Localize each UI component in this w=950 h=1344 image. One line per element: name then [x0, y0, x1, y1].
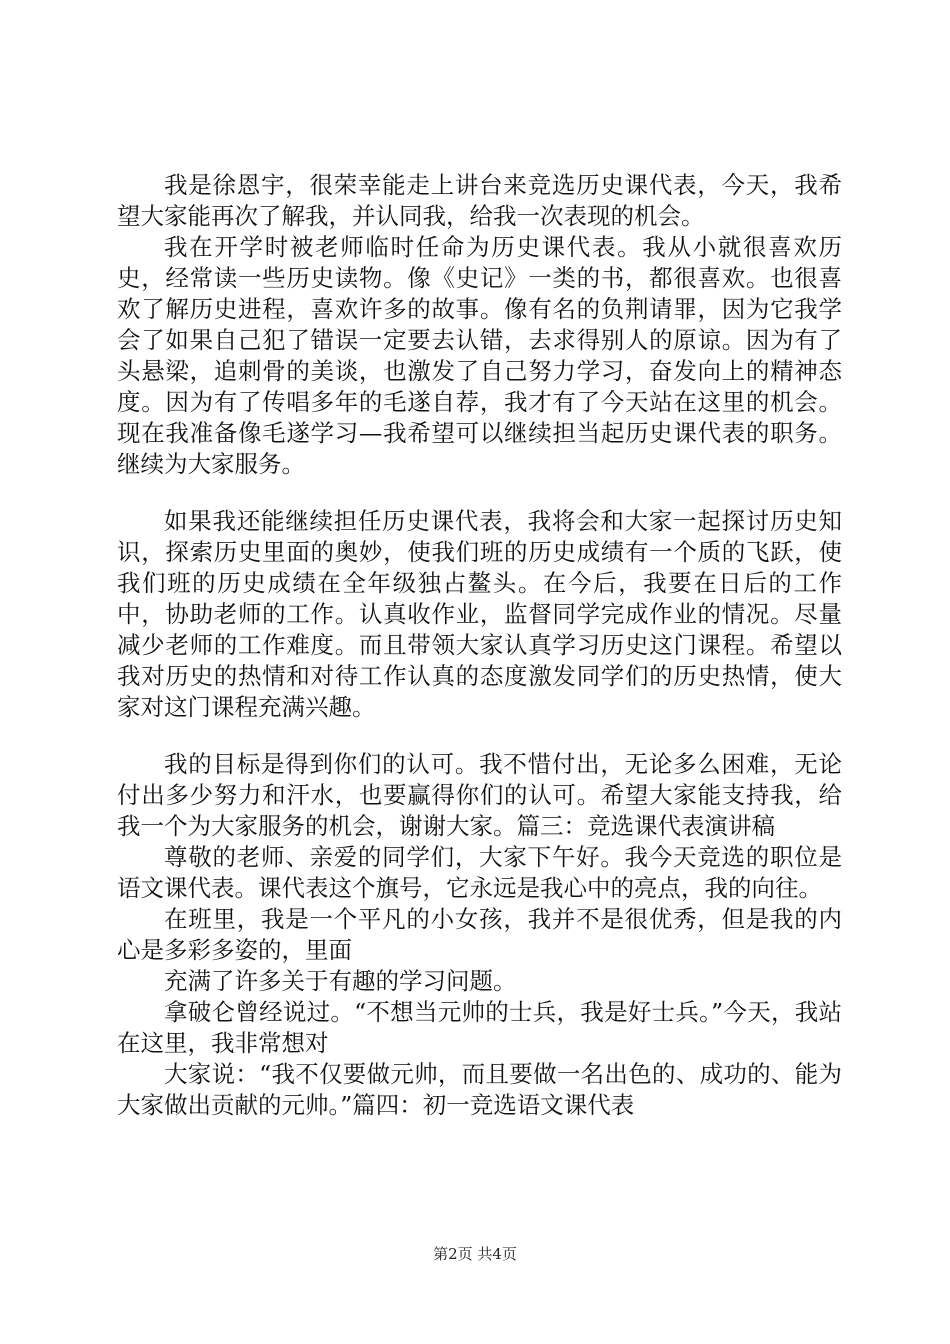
- paragraph-3: 如果我还能继续担任历史课代表，我将会和大家一起探讨历史知识，探索历史里面的奥妙，使我们班的历史成绩有一个质的飞跃，使我们班的历史成绩在全年级独占鳌头。在今后，我要在日后的工作中，协助老师的工作。认真收作业，监督同学完成作业的情况。尽量减少老师的工作难度。而且带领大家认真学习历史这门课程。希望以我对历史的热情和对待工作认真的态度激发同学们的历史热情，使大家对这门课程充满兴趣。: [117, 507, 842, 721]
- paragraph-7: 充满了许多关于有趣的学习问题。: [164, 967, 517, 995]
- paragraph-6: 在班里，我是一个平凡的小女孩，我并不是很优秀，但是我的内心是多彩多姿的，里面: [117, 905, 842, 964]
- paragraph-4: 我的目标是得到你们的认可。我不惜付出，无论多么困难，无论付出多少努力和汗水，也要赢得你们的认可。希望大家能支持我，给我一个为大家服务的机会，谢谢大家。篇三：竞选课代表演讲稿: [117, 750, 842, 840]
- document-body: [117, 170, 842, 1121]
- paragraph-1: 我是徐恩宇，很荣幸能走上讲台来竞选历史课代表，今天，我希望大家能再次了解我，并认同我，给我一次表现的机会。: [117, 171, 842, 230]
- paragraph-5: 尊敬的老师、亲爱的同学们，大家下午好。我今天竞选的职位是语文课代表。课代表这个旗号，它永远是我心中的亮点，我的向往。: [117, 843, 842, 902]
- paragraph-gap: [117, 480, 842, 506]
- paragraph-gap: [117, 723, 842, 749]
- paragraph-2: 我在开学时被老师临时任命为历史课代表。我从小就很喜欢历史，经常读一些历史读物。像《史记》一类的书，都很喜欢。也很喜欢了解历史进程，喜欢许多的故事。像有名的负荆请罪，因为它我学会了如果自己犯了错误一定要去认错，去求得别人的原谅。因为有了头悬梁，追刺骨的美谈，也激发了自己努力学习，奋发向上的精神态度。因为有了传唱多年的毛遂自荐，我才有了今天站在这里的机会。现在我准备像毛遂学习—我希望可以继续担当起历史课代表的职务。继续为大家服务。: [117, 233, 842, 478]
- paragraph-8: 拿破仑曾经说过。“不想当元帅的士兵，我是好士兵。”今天，我站在这里，我非常想对: [117, 998, 842, 1057]
- page-number-footer: 第2页 共4页: [433, 1245, 517, 1263]
- paragraph-9: 大家说：“我不仅要做元帅，而且要做一名出色的、成功的、能为大家做出贡献的元帅。”篇四：初一竞选语文课代表: [117, 1060, 842, 1119]
